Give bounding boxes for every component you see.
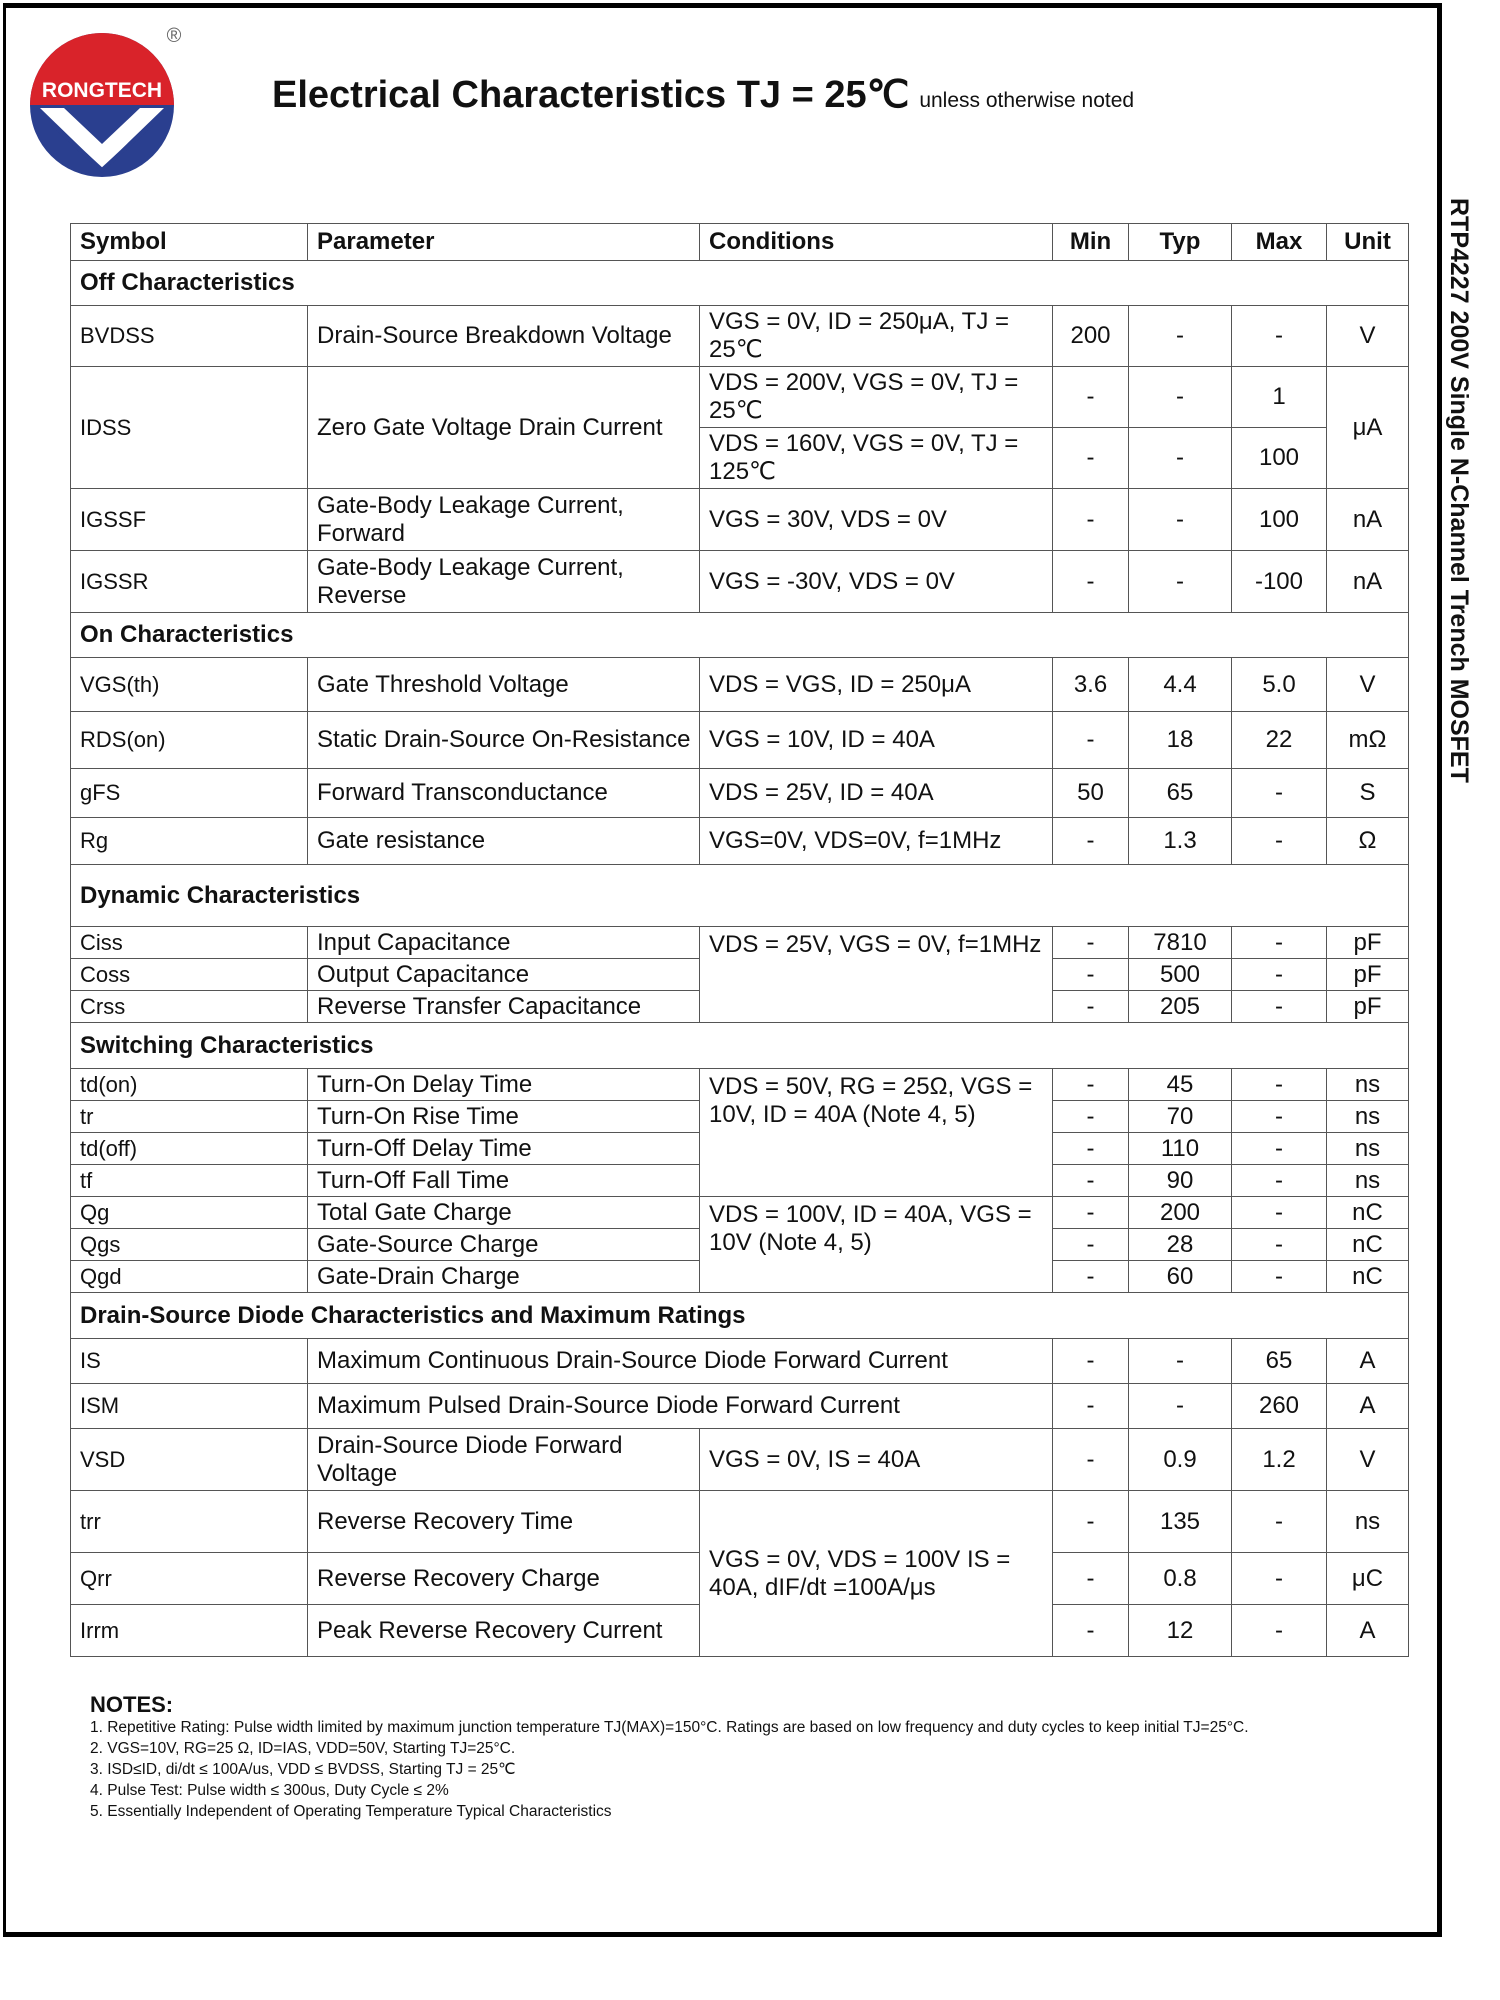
typ-cell: 0.9: [1129, 1429, 1232, 1491]
unit-cell: nC: [1327, 1197, 1409, 1229]
typ-cell: -: [1129, 428, 1232, 489]
unit-cell: ns: [1327, 1133, 1409, 1165]
conditions-cell: VGS = 0V, IS = 40A: [700, 1429, 1053, 1491]
min-cell: 3.6: [1053, 658, 1129, 712]
parameter-cell: Maximum Pulsed Drain-Source Diode Forward Current: [308, 1384, 1053, 1429]
min-cell: -: [1053, 1261, 1129, 1293]
symbol-cell: tf: [71, 1165, 308, 1197]
max-cell: -: [1232, 1261, 1327, 1293]
typ-cell: -: [1129, 306, 1232, 367]
typ-cell: 65: [1129, 769, 1232, 818]
min-cell: -: [1053, 1339, 1129, 1384]
symbol-cell: IDSS: [71, 367, 308, 489]
min-cell: -: [1053, 1133, 1129, 1165]
note-item: 2. VGS=10V, RG=25 Ω, ID=IAS, VDD=50V, Starting TJ=25°C.: [90, 1740, 516, 1757]
table-row: [71, 658, 1409, 712]
unit-cell: A: [1327, 1605, 1409, 1657]
symbol-cell: BVDSS: [71, 306, 308, 367]
table-row: [71, 1069, 1409, 1101]
symbol-cell: Ciss: [71, 927, 308, 959]
conditions-cell: VDS = 200V, VGS = 0V, TJ = 25℃: [700, 367, 1053, 428]
typ-cell: 90: [1129, 1165, 1232, 1197]
typ-cell: 500: [1129, 959, 1232, 991]
section-diode: Drain-Source Diode Characteristics and Maximum Ratings: [71, 1293, 1409, 1339]
max-cell: -: [1232, 991, 1327, 1023]
parameter-cell: Gate-Source Charge: [308, 1229, 700, 1261]
unit-cell: mΩ: [1327, 712, 1409, 769]
table-row: [71, 489, 1409, 551]
section-switching: Switching Characteristics: [71, 1023, 1409, 1069]
parameter-cell: Input Capacitance: [308, 927, 700, 959]
max-cell: -: [1232, 959, 1327, 991]
min-cell: -: [1053, 927, 1129, 959]
typ-cell: 70: [1129, 1101, 1232, 1133]
unit-cell: A: [1327, 1384, 1409, 1429]
table-row: [71, 769, 1409, 818]
typ-cell: 60: [1129, 1261, 1232, 1293]
max-cell: -: [1232, 818, 1327, 865]
notes: [90, 1694, 1249, 1822]
typ-cell: 4.4: [1129, 658, 1232, 712]
section-row: [71, 261, 1409, 306]
symbol-cell: tr: [71, 1101, 308, 1133]
col-min: Min: [1053, 224, 1129, 261]
parameter-cell: Reverse Recovery Time: [308, 1491, 700, 1553]
max-cell: 1: [1232, 367, 1327, 428]
title-text: Electrical Characteristics TJ = 25℃: [272, 74, 910, 116]
section-row: [71, 1023, 1409, 1069]
min-cell: -: [1053, 1069, 1129, 1101]
min-cell: -: [1053, 1101, 1129, 1133]
max-cell: 260: [1232, 1384, 1327, 1429]
title-subtitle: unless otherwise noted: [919, 89, 1135, 112]
symbol-cell: Qg: [71, 1197, 308, 1229]
typ-cell: -: [1129, 489, 1232, 551]
table-row: [71, 1339, 1409, 1384]
max-cell: -100: [1232, 551, 1327, 613]
col-parameter: Parameter: [308, 224, 700, 261]
symbol-cell: Qrr: [71, 1553, 308, 1605]
conditions-cell: VGS = 0V, VDS = 100V IS = 40A, dIF/dt =100A/μs: [700, 1491, 1053, 1657]
conditions-cell: VGS = 0V, ID = 250μA, TJ = 25℃: [700, 306, 1053, 367]
parameter-cell: Output Capacitance: [308, 959, 700, 991]
section-row: [71, 1293, 1409, 1339]
min-cell: -: [1053, 1491, 1129, 1553]
min-cell: -: [1053, 712, 1129, 769]
min-cell: -: [1053, 1605, 1129, 1657]
unit-cell: μA: [1327, 367, 1409, 489]
table-row: [71, 1384, 1409, 1429]
unit-cell: nC: [1327, 1229, 1409, 1261]
table-row: [71, 1491, 1409, 1553]
parameter-cell: Turn-On Rise Time: [308, 1101, 700, 1133]
min-cell: -: [1053, 1229, 1129, 1261]
registered-mark: ®: [166, 25, 182, 47]
max-cell: -: [1232, 1133, 1327, 1165]
table-row: [71, 927, 1409, 959]
conditions-cell: VDS = 25V, ID = 40A: [700, 769, 1053, 818]
max-cell: -: [1232, 1101, 1327, 1133]
parameter-cell: Reverse Transfer Capacitance: [308, 991, 700, 1023]
unit-cell: nA: [1327, 551, 1409, 613]
min-cell: -: [1053, 1197, 1129, 1229]
max-cell: 65: [1232, 1339, 1327, 1384]
min-cell: -: [1053, 489, 1129, 551]
parameter-cell: Reverse Recovery Charge: [308, 1553, 700, 1605]
unit-cell: nA: [1327, 489, 1409, 551]
conditions-cell: VGS = 10V, ID = 40A: [700, 712, 1053, 769]
typ-cell: 18: [1129, 712, 1232, 769]
typ-cell: -: [1129, 367, 1232, 428]
max-cell: 1.2: [1232, 1429, 1327, 1491]
unit-cell: ns: [1327, 1069, 1409, 1101]
section-dynamic: Dynamic Characteristics: [71, 865, 1409, 927]
max-cell: -: [1232, 1491, 1327, 1553]
max-cell: -: [1232, 1553, 1327, 1605]
unit-cell: nC: [1327, 1261, 1409, 1293]
conditions-cell: VGS = -30V, VDS = 0V: [700, 551, 1053, 613]
unit-cell: pF: [1327, 991, 1409, 1023]
symbol-cell: VGS(th): [71, 658, 308, 712]
unit-cell: Ω: [1327, 818, 1409, 865]
typ-cell: 28: [1129, 1229, 1232, 1261]
parameter-cell: Peak Reverse Recovery Current: [308, 1605, 700, 1657]
max-cell: -: [1232, 1605, 1327, 1657]
min-cell: -: [1053, 991, 1129, 1023]
note-item: 5. Essentially Independent of Operating Temperature Typical Characteristics: [90, 1803, 612, 1820]
table-row: [71, 367, 1409, 428]
symbol-cell: td(on): [71, 1069, 308, 1101]
parameter-cell: Turn-Off Delay Time: [308, 1133, 700, 1165]
conditions-cell: VDS = 160V, VGS = 0V, TJ = 125℃: [700, 428, 1053, 489]
typ-cell: 135: [1129, 1491, 1232, 1553]
note-item: 1. Repetitive Rating: Pulse width limited by maximum junction temperature TJ(MAX)=150°C. Ratings are based on low frequency and duty cycles to keep initial TJ=25°C.: [90, 1719, 1249, 1736]
conditions-cell: VDS = 100V, ID = 40A, VGS = 10V (Note 4, 5): [700, 1197, 1053, 1293]
parameter-cell: Gate-Drain Charge: [308, 1261, 700, 1293]
symbol-cell: IGSSF: [71, 489, 308, 551]
col-symbol: Symbol: [71, 224, 308, 261]
min-cell: -: [1053, 959, 1129, 991]
max-cell: -: [1232, 1069, 1327, 1101]
table-row: [71, 1197, 1409, 1229]
min-cell: -: [1053, 818, 1129, 865]
min-cell: -: [1053, 1384, 1129, 1429]
unit-cell: A: [1327, 1339, 1409, 1384]
min-cell: 50: [1053, 769, 1129, 818]
col-conditions: Conditions: [700, 224, 1053, 261]
symbol-cell: VSD: [71, 1429, 308, 1491]
max-cell: -: [1232, 1197, 1327, 1229]
unit-cell: pF: [1327, 959, 1409, 991]
table-row: [71, 306, 1409, 367]
max-cell: -: [1232, 1165, 1327, 1197]
typ-cell: 45: [1129, 1069, 1232, 1101]
max-cell: 100: [1232, 428, 1327, 489]
col-typ: Typ: [1129, 224, 1232, 261]
section-off: Off Characteristics: [71, 261, 1409, 306]
min-cell: 200: [1053, 306, 1129, 367]
typ-cell: 1.3: [1129, 818, 1232, 865]
unit-cell: V: [1327, 658, 1409, 712]
typ-cell: 0.8: [1129, 1553, 1232, 1605]
conditions-cell: VDS = 50V, RG = 25Ω, VGS = 10V, ID = 40A (Note 4, 5): [700, 1069, 1053, 1197]
typ-cell: 12: [1129, 1605, 1232, 1657]
col-max: Max: [1232, 224, 1327, 261]
table-row: [71, 551, 1409, 613]
symbol-cell: trr: [71, 1491, 308, 1553]
symbol-cell: Crss: [71, 991, 308, 1023]
typ-cell: 7810: [1129, 927, 1232, 959]
typ-cell: -: [1129, 1384, 1232, 1429]
conditions-cell: VGS=0V, VDS=0V, f=1MHz: [700, 818, 1053, 865]
page-title: [272, 72, 1134, 117]
section-row: [71, 865, 1409, 927]
max-cell: 5.0: [1232, 658, 1327, 712]
min-cell: -: [1053, 367, 1129, 428]
symbol-cell: ISM: [71, 1384, 308, 1429]
note-item: 3. ISD≤ID, di/dt ≤ 100A/us, VDD ≤ BVDSS, Starting TJ = 25℃: [90, 1761, 516, 1778]
section-on: On Characteristics: [71, 613, 1409, 658]
max-cell: 100: [1232, 489, 1327, 551]
typ-cell: 205: [1129, 991, 1232, 1023]
parameter-cell: Total Gate Charge: [308, 1197, 700, 1229]
symbol-cell: td(off): [71, 1133, 308, 1165]
unit-cell: V: [1327, 306, 1409, 367]
parameter-cell: Zero Gate Voltage Drain Current: [308, 367, 700, 489]
min-cell: -: [1053, 1429, 1129, 1491]
typ-cell: -: [1129, 1339, 1232, 1384]
conditions-cell: VDS = 25V, VGS = 0V, f=1MHz: [700, 927, 1053, 1023]
typ-cell: 200: [1129, 1197, 1232, 1229]
symbol-cell: RDS(on): [71, 712, 308, 769]
symbol-cell: Rg: [71, 818, 308, 865]
parameter-cell: Gate resistance: [308, 818, 700, 865]
min-cell: -: [1053, 428, 1129, 489]
parameter-cell: Drain-Source Diode Forward Voltage: [308, 1429, 700, 1491]
section-row: [71, 613, 1409, 658]
max-cell: -: [1232, 306, 1327, 367]
logo-text: RONGTECH: [41, 79, 163, 102]
rongtech-logo: [22, 20, 182, 180]
side-product-title: RTP4227 200V Single N-Channel Trench MOSFET: [1445, 198, 1473, 783]
typ-cell: 110: [1129, 1133, 1232, 1165]
electrical-characteristics-table: [70, 223, 1409, 1657]
typ-cell: -: [1129, 551, 1232, 613]
unit-cell: ns: [1327, 1165, 1409, 1197]
unit-cell: S: [1327, 769, 1409, 818]
max-cell: -: [1232, 1229, 1327, 1261]
conditions-cell: VGS = 30V, VDS = 0V: [700, 489, 1053, 551]
parameter-cell: Turn-On Delay Time: [308, 1069, 700, 1101]
parameter-cell: Turn-Off Fall Time: [308, 1165, 700, 1197]
symbol-cell: gFS: [71, 769, 308, 818]
header-row: [71, 224, 1409, 261]
unit-cell: V: [1327, 1429, 1409, 1491]
table-row: [71, 712, 1409, 769]
min-cell: -: [1053, 1165, 1129, 1197]
parameter-cell: Static Drain-Source On-Resistance: [308, 712, 700, 769]
symbol-cell: Qgs: [71, 1229, 308, 1261]
parameter-cell: Gate-Body Leakage Current, Reverse: [308, 551, 700, 613]
unit-cell: μC: [1327, 1553, 1409, 1605]
parameter-cell: Forward Transconductance: [308, 769, 700, 818]
parameter-cell: Drain-Source Breakdown Voltage: [308, 306, 700, 367]
max-cell: -: [1232, 769, 1327, 818]
parameter-cell: Maximum Continuous Drain-Source Diode Forward Current: [308, 1339, 1053, 1384]
notes-heading: NOTES:: [90, 1692, 174, 1717]
min-cell: -: [1053, 1553, 1129, 1605]
parameter-cell: Gate Threshold Voltage: [308, 658, 700, 712]
parameter-cell: Gate-Body Leakage Current, Forward: [308, 489, 700, 551]
symbol-cell: Coss: [71, 959, 308, 991]
conditions-cell: VDS = VGS, ID = 250μA: [700, 658, 1053, 712]
min-cell: -: [1053, 551, 1129, 613]
symbol-cell: IGSSR: [71, 551, 308, 613]
max-cell: 22: [1232, 712, 1327, 769]
unit-cell: pF: [1327, 927, 1409, 959]
symbol-cell: IS: [71, 1339, 308, 1384]
col-unit: Unit: [1327, 224, 1409, 261]
note-item: 4. Pulse Test: Pulse width ≤ 300us, Duty Cycle ≤ 2%: [90, 1782, 449, 1799]
table-row: [71, 818, 1409, 865]
max-cell: -: [1232, 927, 1327, 959]
symbol-cell: Irrm: [71, 1605, 308, 1657]
symbol-cell: Qgd: [71, 1261, 308, 1293]
unit-cell: ns: [1327, 1101, 1409, 1133]
unit-cell: ns: [1327, 1491, 1409, 1553]
table-row: [71, 1429, 1409, 1491]
